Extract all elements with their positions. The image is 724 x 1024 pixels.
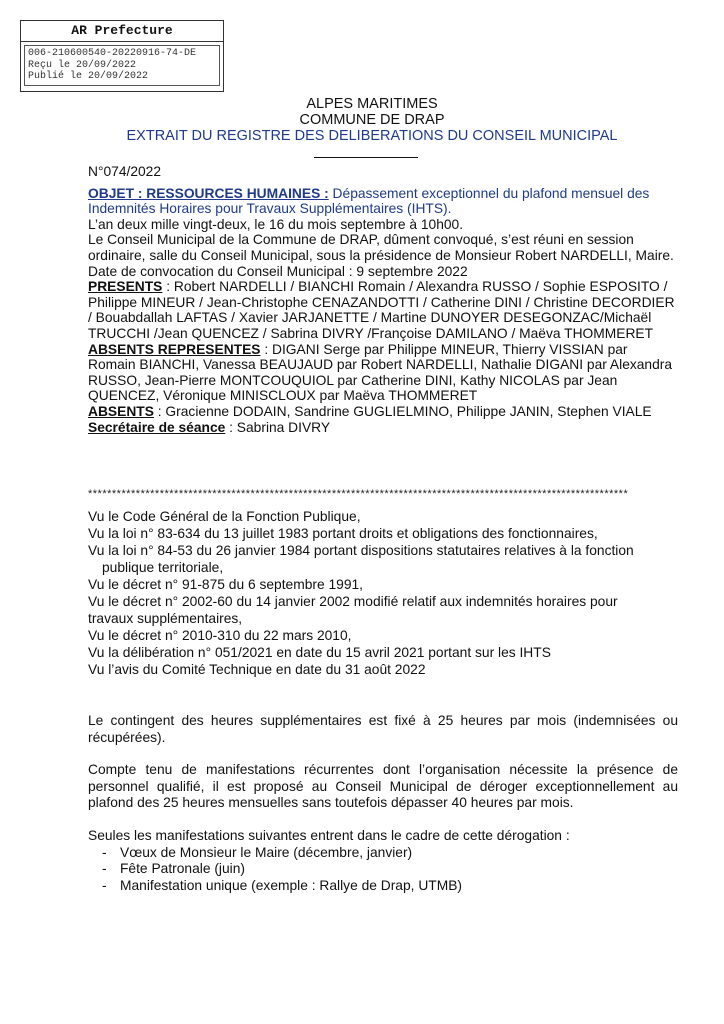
absents-representes (88, 342, 678, 404)
visa-line: Vu la loi n° 83-634 du 13 juillet 1983 portant droits et obligations des fonctionnaires, (88, 526, 598, 541)
presents-label: PRESENTS (88, 279, 163, 295)
manifestations-list (88, 845, 678, 895)
visa-line: Vu la délibération n° 051/2021 en date du 15 avril 2021 portant sur les IHTS (88, 645, 551, 660)
session-text: Le Conseil Municipal de la Commune de DRAP, dûment convoqué, s’est réuni en session ordinaire, salle du Conseil Municipal, sous la présidence de Monsieur Robert NARDELLI, Maire. (88, 232, 674, 263)
visa-line: Vu le décret n° 91-875 du 6 septembre 1991, (88, 577, 363, 592)
objet (88, 186, 678, 217)
session-date: L’an deux mille vingt-deux, le 16 du mois septembre à 10h00. (88, 216, 464, 232)
visa-line: travaux supplémentaires, (88, 611, 243, 626)
prefecture-stamp (20, 20, 224, 92)
stamp-reference: 006-210600540-20220916-74-DE (28, 48, 197, 59)
list-item: - Fête Patronale (juin) (110, 861, 678, 878)
list-item: - Manifestation unique (exemple : Rallye de Drap, UTMB) (110, 878, 678, 895)
visa-line: Vu le décret n° 2002-60 du 14 janvier 2002 modifié relatif aux indemnités horaires pour (88, 594, 618, 609)
manifestations-paragraph: Compte tenu de manifestations récurrentes dont l’organisation nécessite la présence de personnel qualifié, il est proposé au Conseil Municipal de déroger exceptionnellement au plafond des 25 heures mensuelles sans toutefois dépasser 40 heures par mois. (88, 762, 678, 810)
presents (88, 279, 678, 341)
stamp-title: AR Prefecture (21, 21, 223, 42)
contingent-paragraph: Le contingent des heures supplémentaires est fixé à 25 heures par mois (indemnisées ou récupérées). (88, 713, 678, 745)
absents-label: ABSENTS (88, 403, 154, 419)
stamp-published-date: Publié le 20/09/2022 (28, 71, 149, 82)
secretaire-name: : Sabrina DIVRY (225, 419, 331, 435)
visa-line: Vu la loi n° 84-53 du 26 janvier 1984 portant dispositions statutaires relatives à la fonction (88, 543, 634, 558)
secretaire (88, 420, 678, 436)
visa-line: Vu le Code Général de la Fonction Publique, (88, 509, 361, 524)
absents-list: : Gracienne DODAIN, Sandrine GUGLIELMINO, Philippe JANIN, Stephen VIALE (153, 403, 652, 419)
secretaire-label: Secrétaire de séance (88, 419, 226, 435)
deliberation-header (88, 164, 678, 435)
department-heading: ALPES MARITIMES (306, 96, 438, 112)
commune-heading: COMMUNE DE DRAP (299, 112, 445, 128)
objet-text: Dépassement exceptionnel du plafond mensuel des Indemnités Horaires pour Travaux Supplémentaires (IHTS). (88, 185, 650, 217)
absents-representes-label: ABSENTS REPRESENTES (88, 341, 261, 357)
list-item: - Vœux de Monsieur le Maire (décembre, janvier) (110, 845, 678, 862)
derogation-intro: Seules les manifestations suivantes entrent dans le cadre de cette dérogation : (88, 828, 570, 843)
absents (88, 404, 678, 420)
visa-line: Vu l’avis du Comité Technique en date du 31 août 2022 (88, 662, 426, 677)
visas-list (88, 508, 678, 678)
heading-divider (314, 157, 418, 158)
derogation-section (88, 828, 678, 894)
stamp-received-date: Reçu le 20/09/2022 (28, 59, 137, 71)
star-separator: ***************************************************************************************************************** (88, 488, 629, 500)
presents-list: : Robert NARDELLI / BIANCHI Romain / Alexandra RUSSO / Sophie ESPOSITO / Philippe MINEUR / Jean-Christophe CENAZANDOTTI / Catherine DINI / Christine DECORDIER / Bouabdallah LAFTAS / Xavier JARJANETTE / Martine DUNOYER DESEGONZAC/Michaël TRUCCHI /Jean QUENCEZ / Sabrina DIVRY /Françoise DAMILANO / Maëva THOMMERET (88, 279, 675, 341)
visa-line: Vu le décret n° 2010-310 du 22 mars 2010, (88, 628, 352, 643)
registry-heading: EXTRAIT DU REGISTRE DES DELIBERATIONS DU CONSEIL MUNICIPAL (126, 128, 618, 144)
visa-line: publique territoriale, (102, 560, 224, 575)
stamp-details (24, 45, 220, 86)
convocation-date: Date de convocation du Conseil Municipal : 9 septembre 2022 (88, 263, 468, 279)
absents-representes-list: : DIGANI Serge par Philippe MINEUR, Thierry VISSIAN par Romain BIANCHI, Vanessa BEAUJAUD par Robert NARDELLI, Nathalie DIGANI par Alexandra RUSSO, Jean-Pierre MONTCOUQUIOL par Catherine DINI, Kathy NICOLAS par Jean QUENCEZ, Véronique MINISCLOUX par Maëva THOMMERET (88, 341, 673, 404)
deliberation-number: N°074/2022 (88, 164, 162, 179)
objet-label: OBJET : RESSOURCES HUMAINES : (88, 185, 329, 201)
